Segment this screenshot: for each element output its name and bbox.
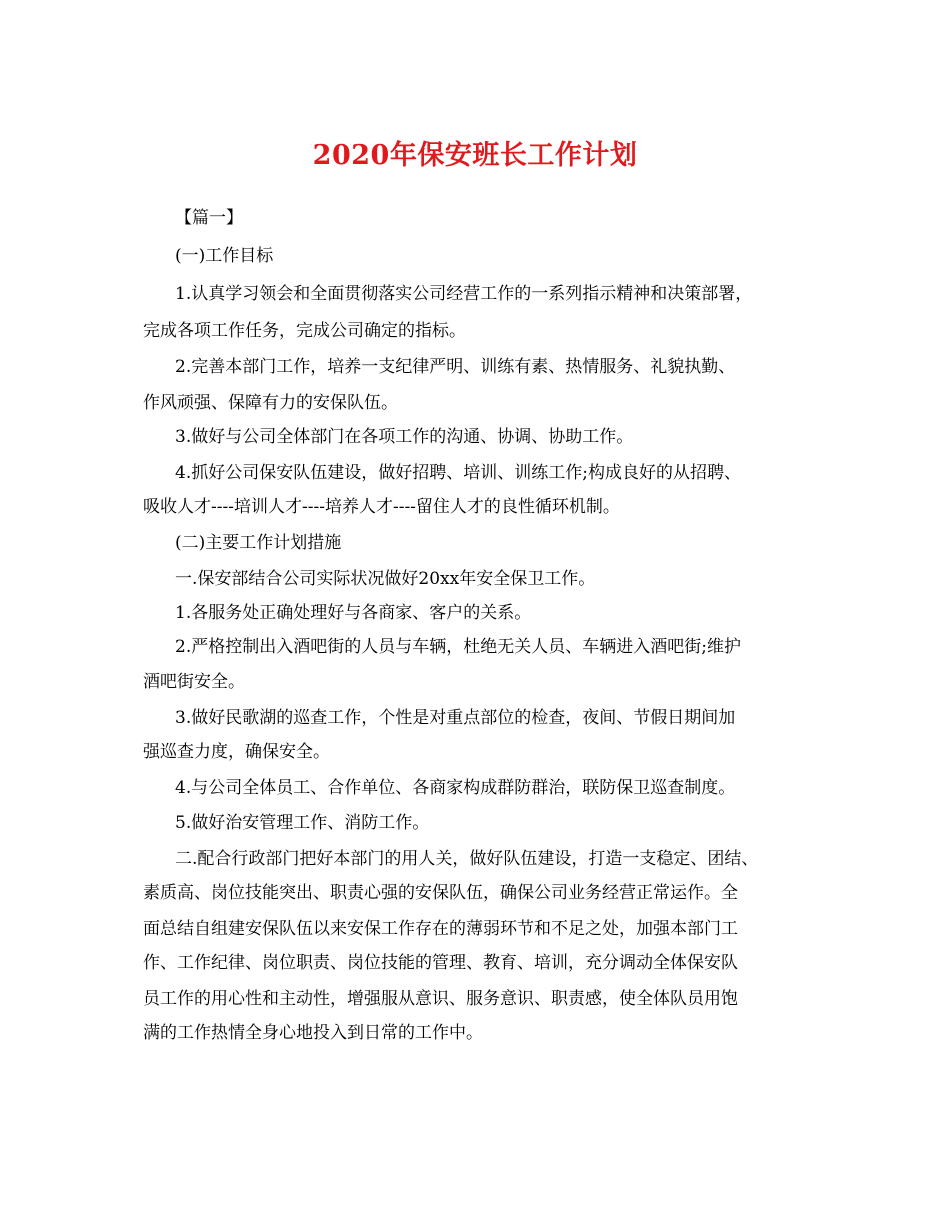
paragraph-line: 酒吧街安全。 (143, 672, 245, 692)
paragraph-line: 素质高、岗位技能突出、职责心强的安保队伍，确保公司业务经营正常运作。全 (143, 883, 738, 903)
paragraph-line: 1.认真学习领会和全面贯彻落实公司经营工作的一系列指示精神和决策部署， (175, 284, 753, 304)
paragraph-line: 完成各项工作任务，完成公司确定的指标。 (143, 321, 466, 341)
document-title: 2020年保安班长工作计划 (312, 140, 638, 171)
paragraph-line: 作、工作纪律、岗位职责、岗位技能的管理、教育、培训，充分调动全体保安队 (143, 953, 738, 973)
paragraph-line: 2.完善本部门工作，培养一支纪律严明、训练有素、热情服务、礼貌执勤、 (175, 357, 736, 377)
paragraph-line: 员工作的用心性和主动性，增强服从意识、服务意识、职责感，使全体队员用饱 (143, 989, 738, 1009)
subsection-heading: (二)主要工作计划措施 (175, 533, 342, 553)
paragraph-line: 强巡查力度，确保安全。 (143, 742, 330, 762)
subsection-heading: (一)工作目标 (175, 246, 274, 266)
paragraph-line: 二.配合行政部门把好本部门的用人关，做好队伍建设，打造一支稳定、团结、 (175, 849, 759, 869)
paragraph-line: 5.做好治安管理工作、消防工作。 (175, 813, 430, 833)
paragraph-line: 作风顽强、保障有力的安保队伍。 (143, 393, 398, 413)
paragraph-line: 3.做好民歌湖的巡查工作，个性是对重点部位的检查，夜间、节假日期间加 (175, 708, 736, 728)
paragraph-line: 4.与公司全体员工、合作单位、各商家构成群防群治，联防保卫巡查制度。 (175, 778, 736, 798)
paragraph-line: 吸收人才----培训人才----培养人才----留住人才的良性循环机制。 (143, 497, 620, 517)
paragraph-line: 3.做好与公司全体部门在各项工作的沟通、协调、协助工作。 (175, 427, 634, 447)
paragraph-line: 满的工作热情全身心地投入到日常的工作中。 (143, 1023, 483, 1043)
paragraph-line: 4.抓好公司保安队伍建设，做好招聘、培训、训练工作;构成良好的从招聘、 (175, 463, 741, 483)
paragraph-line: 1.各服务处正确处理好与各商家、客户的关系。 (175, 603, 532, 623)
paragraph-line: 面总结自组建安保队伍以来安保工作存在的薄弱环节和不足之处，加强本部门工 (143, 919, 738, 939)
paragraph-line: 2.严格控制出入酒吧街的人员与车辆，杜绝无关人员、车辆进入酒吧街;维护 (175, 637, 741, 657)
section-heading: 【篇一】 (175, 208, 243, 228)
paragraph-line: 一.保安部结合公司实际状况做好20xx年安全保卫工作。 (175, 569, 596, 589)
